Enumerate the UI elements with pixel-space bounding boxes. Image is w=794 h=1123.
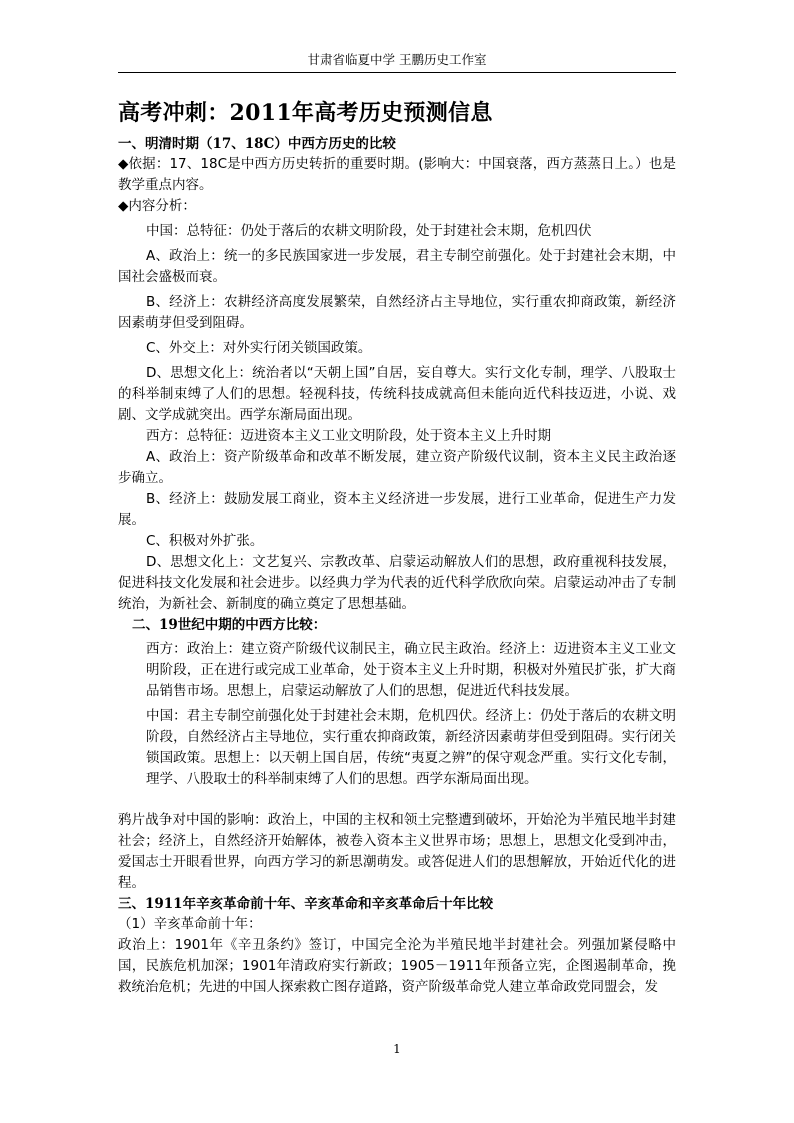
section1-analysis-label: ◆内容分析： <box>118 198 196 214</box>
section2-west: 西方：政治上：建立资产阶级代议制民主，确立民主政治。经济上：迈进资本主义工业文明阶段，正在进行或完成工业革命，处于资本主义上升时期，积极对外殖民扩张，扩大商品销售市场。思想上，启蒙运动解放了人们的思想，促进近代科技发展。 <box>146 641 676 699</box>
west-culture: D、思想文化上：文艺复兴、宗教改革、启蒙运动解放人们的思想，政府重视科技发展，促进科技文化发展和社会进步。以经典力学为代表的近代科学欣欣向荣。启蒙运动冲击了专制统治，为新社会、新制度的确立奠定了思想基础。 <box>118 554 676 612</box>
section2-heading: 二、19世纪中期的中西方比较： <box>132 617 327 633</box>
west-expansion: C、积极对外扩张。 <box>146 533 264 549</box>
west-overall: 西方：总特征：迈进资本主义工业文明阶段，处于资本主义上升时期 <box>146 428 551 444</box>
section3-politics: 政治上：1901年《辛丑条约》签订，中国完全沦为半殖民地半封建社会。列强加紧侵略中国，民族危机加深；1901年清政府实行新政；1905－1911年预备立宪，企图遏制革命，挽救统治危机；先进的中国人探索救亡图存道路，资产阶级革命党人建立革命政党同盟会，发 <box>118 937 676 995</box>
china-economy: B、经济上：农耕经济高度发展繁荣，自然经济占主导地位，实行重农抑商政策，新经济因素萌芽但受到阻碍。 <box>118 294 676 331</box>
section1-basis: ◆依据：17、18C是中西方历史转折的重要时期。(影响大：中国衰落，西方蒸蒸日上。）也是教学重点内容。 <box>118 156 676 193</box>
west-politics: A、政治上：资产阶级革命和改革不断发展，建立资产阶级代议制，资本主义民主政治逐步确立。 <box>118 449 676 486</box>
china-culture: D、思想文化上：统治者以“天朝上国”自居，妄自尊大。实行文化专制，理学、八股取士的科举制束缚了人们的思想。轻视科技，传统科技成就高但未能向近代科技迈进，小说、戏剧、文学成就突出。西学东渐局面出现。 <box>118 365 676 423</box>
china-politics: A、政治上：统一的多民族国家进一步发展，君主专制空前强化。处于封建社会末期，中国社会盛极而衰。 <box>118 248 676 285</box>
header-rule <box>118 72 676 73</box>
document-body <box>118 98 676 998</box>
page-header: 甘肃省临夏中学 王鹏历史工作室 <box>307 52 487 67</box>
section3-heading: 三、1911年辛亥革命前十年、辛亥革命和辛亥革命后十年比较 <box>118 896 494 912</box>
section1-heading: 一、明清时期（17、18C）中西方历史的比较 <box>118 136 396 152</box>
opium-war-impact: 鸦片战争对中国的影响：政治上，中国的主权和领土完整遭到破坏，开始沦为半殖民地半封建社会；经济上，自然经济开始解体，被卷入资本主义世界市场；思想上，思想文化受到冲击，爱国志士开眼看世界，向西方学习的新思潮萌发。或答促进人们的思想解放，开始近代化的进程。 <box>118 812 676 891</box>
section3-subheading: （1）辛亥革命前十年： <box>118 916 262 932</box>
china-overall: 中国：总特征：仍处于落后的农耕文明阶段，处于封建社会末期，危机四伏 <box>146 223 592 239</box>
page-number: 1 <box>393 1042 401 1056</box>
section2-china: 中国：君主专制空前强化处于封建社会末期，危机四伏。经济上：仍处于落后的农耕文明阶段，自然经济占主导地位，实行重农抑商政策，新经济因素萌芽但受到阻碍。实行闭关锁国政策。思想上：以天朝上国自居，传统“夷夏之辨”的保守观念严重。实行文化专制，理学、八股取士的科举制束缚了人们的思想。西学东渐局面出现。 <box>146 708 676 787</box>
west-economy: B、经济上：鼓励发展工商业，资本主义经济进一步发展，进行工业革命，促进生产力发展。 <box>118 491 676 528</box>
china-diplomacy: C、外交上：对外实行闭关锁国政策。 <box>146 340 372 356</box>
document-title: 高考冲刺：2011年高考历史预测信息 <box>118 100 493 126</box>
